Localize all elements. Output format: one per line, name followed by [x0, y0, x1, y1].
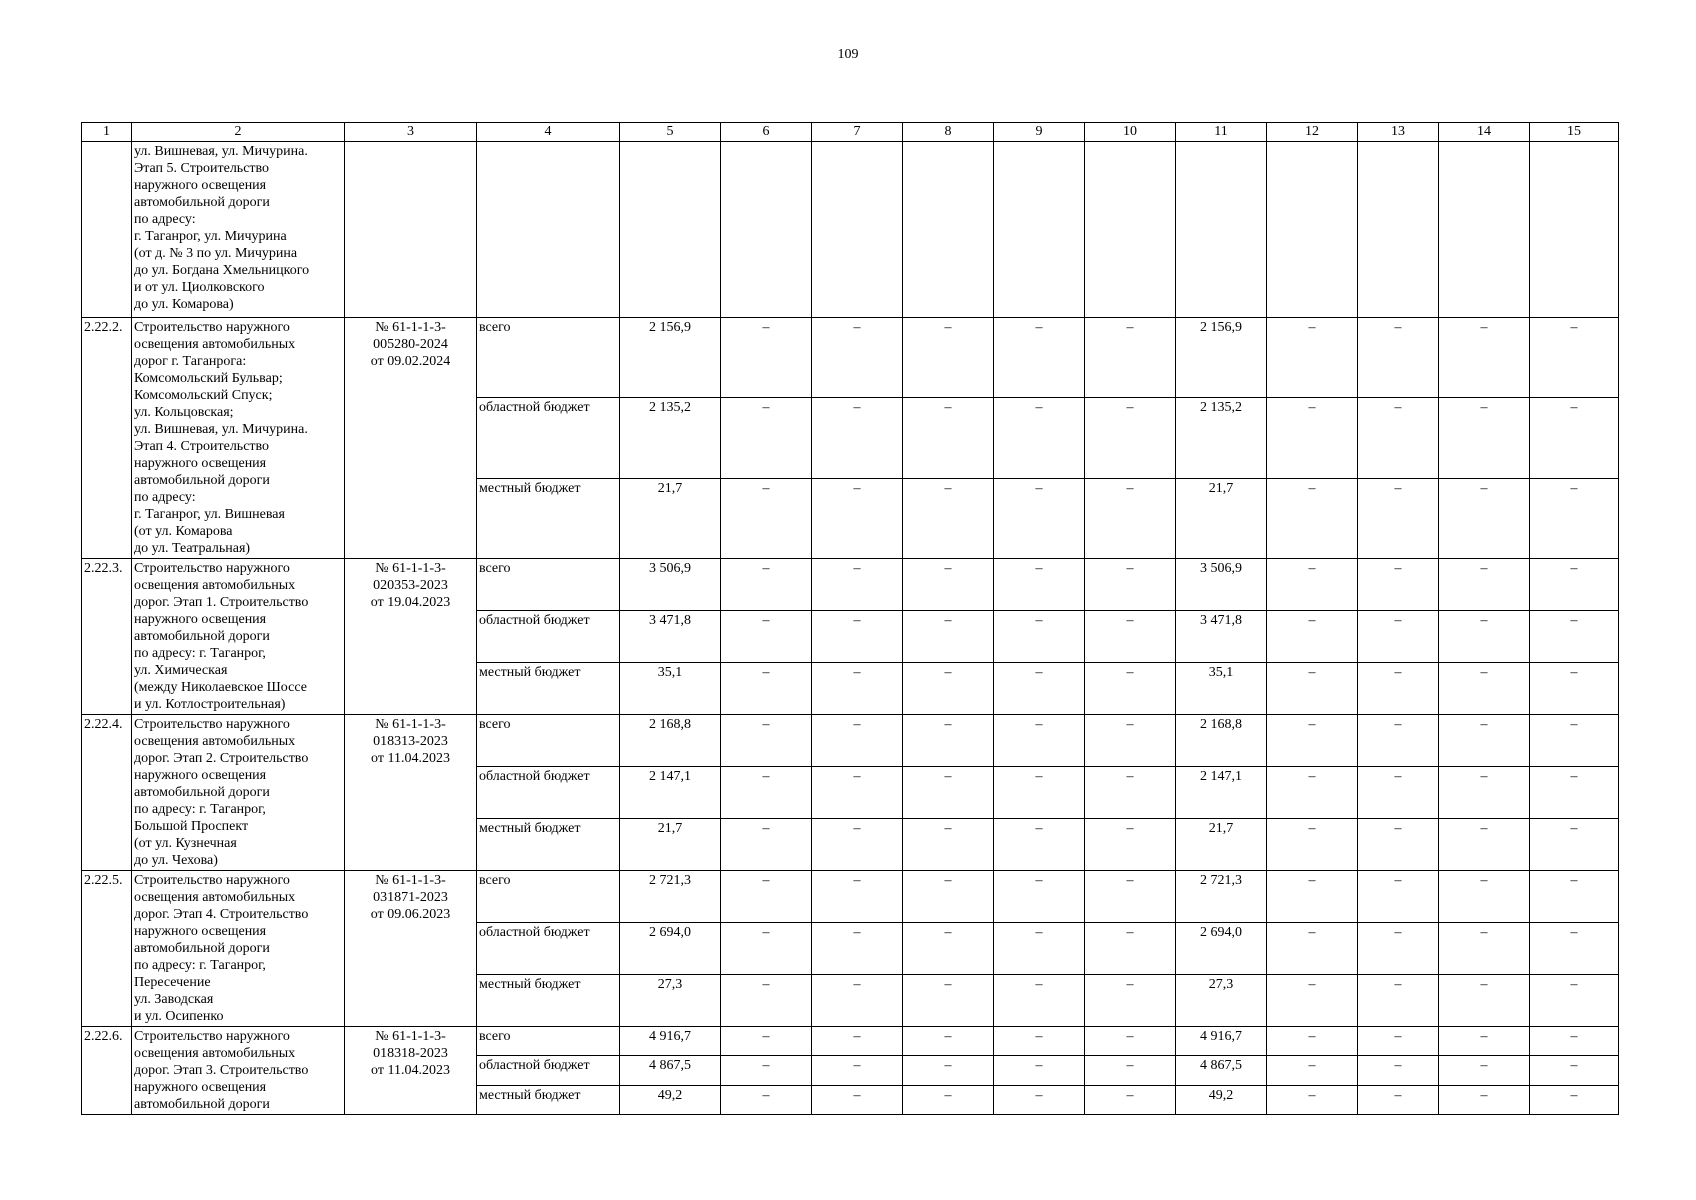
dash-cell: – [812, 715, 903, 767]
dash-cell: – [1267, 871, 1358, 923]
amount-col5: 4 867,5 [620, 1056, 721, 1085]
dash-cell: – [812, 871, 903, 923]
dash-cell: – [1439, 923, 1530, 975]
dash-cell: – [1267, 663, 1358, 715]
dash-cell: – [903, 767, 994, 819]
dash-cell: – [812, 1027, 903, 1056]
budget-row-total [82, 1027, 1619, 1056]
dash-cell: – [1530, 1056, 1619, 1085]
dash-cell: – [1530, 975, 1619, 1027]
empty-cell [994, 142, 1085, 318]
empty-cell [620, 142, 721, 318]
empty-cell [1267, 142, 1358, 318]
item-id: 2.22.6. [82, 1027, 132, 1115]
dash-cell: – [1267, 1056, 1358, 1085]
amount-col11: 27,3 [1176, 975, 1267, 1027]
dash-cell: – [1439, 871, 1530, 923]
funding-source-label: местный бюджет [477, 478, 620, 558]
dash-cell: – [1358, 871, 1439, 923]
dash-cell: – [1439, 1027, 1530, 1056]
dash-cell: – [994, 559, 1085, 611]
id-cell [82, 142, 132, 318]
dash-cell: – [903, 559, 994, 611]
item-certificate: № 61-1-1-3- 018313-2023 от 11.04.2023 [345, 715, 477, 871]
funding-source-label: всего [477, 318, 620, 398]
header-cell: 11 [1176, 123, 1267, 142]
dash-cell: – [721, 819, 812, 871]
dash-cell: – [1267, 819, 1358, 871]
empty-cell [812, 142, 903, 318]
amount-col11: 3 506,9 [1176, 559, 1267, 611]
funding-source-label: областной бюджет [477, 923, 620, 975]
dash-cell: – [1267, 1027, 1358, 1056]
amount-col5: 27,3 [620, 975, 721, 1027]
dash-cell: – [1267, 559, 1358, 611]
dash-cell: – [1530, 767, 1619, 819]
amount-col5: 2 135,2 [620, 398, 721, 478]
dash-cell: – [812, 663, 903, 715]
budget-row-total [82, 318, 1619, 398]
dash-cell: – [1085, 559, 1176, 611]
dash-cell: – [1358, 398, 1439, 478]
amount-col11: 4 867,5 [1176, 1056, 1267, 1085]
amount-col11: 4 916,7 [1176, 1027, 1267, 1056]
dash-cell: – [903, 1056, 994, 1085]
dash-cell: – [812, 611, 903, 663]
header-cell: 6 [721, 123, 812, 142]
item-id: 2.22.4. [82, 715, 132, 871]
amount-col5: 4 916,7 [620, 1027, 721, 1056]
dash-cell: – [903, 819, 994, 871]
header-cell: 7 [812, 123, 903, 142]
empty-cell [477, 142, 620, 318]
dash-cell: – [1530, 398, 1619, 478]
page-number: 109 [837, 47, 859, 62]
amount-col5: 35,1 [620, 663, 721, 715]
dash-cell: – [1530, 478, 1619, 558]
dash-cell: – [994, 923, 1085, 975]
item-certificate: № 61-1-1-3- 005280-2024 от 09.02.2024 [345, 318, 477, 559]
header-cell: 15 [1530, 123, 1619, 142]
dash-cell: – [1358, 767, 1439, 819]
amount-col5: 3 471,8 [620, 611, 721, 663]
dash-cell: – [1439, 767, 1530, 819]
dash-cell: – [903, 398, 994, 478]
header-cell: 13 [1358, 123, 1439, 142]
dash-cell: – [1085, 767, 1176, 819]
dash-cell: – [812, 819, 903, 871]
amount-col5: 2 156,9 [620, 318, 721, 398]
dash-cell: – [1530, 559, 1619, 611]
header-cell: 9 [994, 123, 1085, 142]
item-description: Строительство наружного освещения автомобильных дорог. Этап 1. Строительство наружного освещения автомобильной дороги по адресу: г. Таганрог, ул. Химическая (между Николаевское Шоссе и ул. Котлостроительная) [132, 559, 345, 715]
dash-cell: – [1530, 611, 1619, 663]
funding-source-label: всего [477, 559, 620, 611]
header-cell: 10 [1085, 123, 1176, 142]
dash-cell: – [1085, 1085, 1176, 1114]
dash-cell: – [721, 871, 812, 923]
dash-cell: – [1358, 819, 1439, 871]
dash-cell: – [1085, 318, 1176, 398]
funding-source-label: всего [477, 715, 620, 767]
dash-cell: – [1439, 398, 1530, 478]
funding-source-label: областной бюджет [477, 767, 620, 819]
dash-cell: – [1358, 1085, 1439, 1114]
amount-col5: 3 506,9 [620, 559, 721, 611]
dash-cell: – [1267, 478, 1358, 558]
dash-cell: – [812, 559, 903, 611]
budget-table [81, 122, 1619, 1115]
dash-cell: – [1439, 559, 1530, 611]
dash-cell: – [903, 871, 994, 923]
dash-cell: – [1267, 767, 1358, 819]
dash-cell: – [721, 663, 812, 715]
dash-cell: – [1439, 1085, 1530, 1114]
dash-cell: – [1358, 975, 1439, 1027]
amount-col11: 35,1 [1176, 663, 1267, 715]
amount-col11: 2 721,3 [1176, 871, 1267, 923]
dash-cell: – [1358, 1027, 1439, 1056]
header-cell: 2 [132, 123, 345, 142]
amount-col5: 2 147,1 [620, 767, 721, 819]
amount-col5: 2 721,3 [620, 871, 721, 923]
funding-source-label: областной бюджет [477, 398, 620, 478]
empty-cell [1358, 142, 1439, 318]
amount-col5: 21,7 [620, 819, 721, 871]
funding-source-label: местный бюджет [477, 663, 620, 715]
dash-cell: – [1358, 318, 1439, 398]
dash-cell: – [1085, 398, 1176, 478]
dash-cell: – [1267, 923, 1358, 975]
dash-cell: – [903, 1085, 994, 1114]
dash-cell: – [903, 975, 994, 1027]
dash-cell: – [721, 1027, 812, 1056]
dash-cell: – [1267, 398, 1358, 478]
dash-cell: – [721, 923, 812, 975]
dash-cell: – [721, 1056, 812, 1085]
dash-cell: – [1439, 318, 1530, 398]
amount-col11: 3 471,8 [1176, 611, 1267, 663]
dash-cell: – [1530, 715, 1619, 767]
dash-cell: – [1358, 715, 1439, 767]
amount-col5: 49,2 [620, 1085, 721, 1114]
dash-cell: – [1439, 663, 1530, 715]
header-cell: 4 [477, 123, 620, 142]
dash-cell: – [721, 715, 812, 767]
dash-cell: – [903, 923, 994, 975]
amount-col11: 2 135,2 [1176, 398, 1267, 478]
dash-cell: – [1267, 318, 1358, 398]
amount-col11: 2 156,9 [1176, 318, 1267, 398]
dash-cell: – [721, 975, 812, 1027]
dash-cell: – [1267, 611, 1358, 663]
empty-cell [1439, 142, 1530, 318]
dash-cell: – [812, 1056, 903, 1085]
amount-col11: 21,7 [1176, 478, 1267, 558]
dash-cell: – [721, 611, 812, 663]
dash-cell: – [994, 611, 1085, 663]
empty-cell [1176, 142, 1267, 318]
dash-cell: – [994, 975, 1085, 1027]
dash-cell: – [994, 478, 1085, 558]
dash-cell: – [903, 611, 994, 663]
dash-cell: – [994, 663, 1085, 715]
dash-cell: – [721, 559, 812, 611]
dash-cell: – [812, 767, 903, 819]
dash-cell: – [1358, 1056, 1439, 1085]
dash-cell: – [1439, 478, 1530, 558]
funding-source-label: местный бюджет [477, 1085, 620, 1114]
funding-source-label: областной бюджет [477, 1056, 620, 1085]
dash-cell: – [903, 478, 994, 558]
amount-col11: 2 147,1 [1176, 767, 1267, 819]
dash-cell: – [1085, 871, 1176, 923]
dash-cell: – [994, 767, 1085, 819]
dash-cell: – [1085, 923, 1176, 975]
empty-cell [345, 142, 477, 318]
funding-source-label: местный бюджет [477, 975, 620, 1027]
amount-col11: 49,2 [1176, 1085, 1267, 1114]
dash-cell: – [812, 478, 903, 558]
dash-cell: – [1530, 663, 1619, 715]
dash-cell: – [1358, 663, 1439, 715]
dash-cell: – [1085, 1056, 1176, 1085]
description-cell: ул. Вишневая, ул. Мичурина. Этап 5. Строительство наружного освещения автомобильной дороги по адресу: г. Таганрог, ул. Мичурина (от д. № 3 по ул. Мичурина до ул. Богдана Хмельницкого и от ул. Циолковского до ул. Комарова) [132, 142, 345, 318]
dash-cell: – [812, 1085, 903, 1114]
budget-row-total [82, 559, 1619, 611]
amount-col5: 21,7 [620, 478, 721, 558]
dash-cell: – [1530, 1085, 1619, 1114]
dash-cell: – [1439, 1056, 1530, 1085]
dash-cell: – [1085, 478, 1176, 558]
dash-cell: – [1358, 478, 1439, 558]
dash-cell: – [1530, 1027, 1619, 1056]
header-cell: 5 [620, 123, 721, 142]
header-cell: 8 [903, 123, 994, 142]
dash-cell: – [812, 923, 903, 975]
dash-cell: – [812, 318, 903, 398]
dash-cell: – [1085, 663, 1176, 715]
dash-cell: – [1439, 819, 1530, 871]
budget-row-total [82, 715, 1619, 767]
dash-cell: – [1530, 819, 1619, 871]
funding-source-label: областной бюджет [477, 611, 620, 663]
item-description: Строительство наружного освещения автомобильных дорог. Этап 3. Строительство наружного освещения автомобильной дороги [132, 1027, 345, 1115]
amount-col5: 2 694,0 [620, 923, 721, 975]
funding-source-label: всего [477, 871, 620, 923]
dash-cell: – [994, 1085, 1085, 1114]
dash-cell: – [721, 398, 812, 478]
dash-cell: – [721, 767, 812, 819]
item-certificate: № 61-1-1-3- 031871-2023 от 09.06.2023 [345, 871, 477, 1027]
dash-cell: – [994, 318, 1085, 398]
dash-cell: – [994, 398, 1085, 478]
empty-cell [721, 142, 812, 318]
dash-cell: – [994, 715, 1085, 767]
dash-cell: – [1085, 611, 1176, 663]
funding-source-label: местный бюджет [477, 819, 620, 871]
dash-cell: – [903, 318, 994, 398]
budget-row-total [82, 871, 1619, 923]
empty-cell [903, 142, 994, 318]
item-id: 2.22.3. [82, 559, 132, 715]
item-description: Строительство наружного освещения автомобильных дорог. Этап 4. Строительство наружного освещения автомобильной дороги по адресу: г. Таганрог, Пересечение ул. Заводская и ул. Осипенко [132, 871, 345, 1027]
dash-cell: – [1439, 715, 1530, 767]
dash-cell: – [1358, 611, 1439, 663]
dash-cell: – [1530, 318, 1619, 398]
amount-col11: 2 168,8 [1176, 715, 1267, 767]
item-id: 2.22.5. [82, 871, 132, 1027]
dash-cell: – [1439, 975, 1530, 1027]
dash-cell: – [1267, 1085, 1358, 1114]
dash-cell: – [1358, 559, 1439, 611]
item-id: 2.22.2. [82, 318, 132, 559]
dash-cell: – [1530, 871, 1619, 923]
amount-col5: 2 168,8 [620, 715, 721, 767]
item-description: Строительство наружного освещения автомобильных дорог г. Таганрога: Комсомольский Бульвар; Комсомольский Спуск; ул. Кольцовская; ул. Вишневая, ул. Мичурина. Этап 4. Строительство наружного освещения автомобильной дороги по адресу: г. Таганрог, ул. Вишневая (от ул. Комарова до ул. Театральная) [132, 318, 345, 559]
header-cell: 1 [82, 123, 132, 142]
header-cell: 14 [1439, 123, 1530, 142]
dash-cell: – [903, 1027, 994, 1056]
amount-col11: 2 694,0 [1176, 923, 1267, 975]
item-description: Строительство наружного освещения автомобильных дорог. Этап 2. Строительство наружного освещения автомобильной дороги по адресу: г. Таганрог, Большой Проспект (от ул. Кузнечная до ул. Чехова) [132, 715, 345, 871]
dash-cell: – [994, 819, 1085, 871]
header-cell: 12 [1267, 123, 1358, 142]
header-row [82, 123, 1619, 142]
dash-cell: – [994, 1056, 1085, 1085]
item-certificate: № 61-1-1-3- 018318-2023 от 11.04.2023 [345, 1027, 477, 1115]
dash-cell: – [1085, 715, 1176, 767]
item-certificate: № 61-1-1-3- 020353-2023 от 19.04.2023 [345, 559, 477, 715]
continuation-row [82, 142, 1619, 318]
dash-cell: – [994, 1027, 1085, 1056]
dash-cell: – [903, 663, 994, 715]
dash-cell: – [1267, 975, 1358, 1027]
dash-cell: – [721, 478, 812, 558]
dash-cell: – [721, 1085, 812, 1114]
empty-cell [1085, 142, 1176, 318]
dash-cell: – [1085, 975, 1176, 1027]
dash-cell: – [812, 975, 903, 1027]
dash-cell: – [1530, 923, 1619, 975]
dash-cell: – [1358, 923, 1439, 975]
dash-cell: – [903, 715, 994, 767]
dash-cell: – [1439, 611, 1530, 663]
funding-source-label: всего [477, 1027, 620, 1056]
empty-cell [1530, 142, 1619, 318]
dash-cell: – [812, 398, 903, 478]
header-cell: 3 [345, 123, 477, 142]
dash-cell: – [1085, 819, 1176, 871]
dash-cell: – [721, 318, 812, 398]
amount-col11: 21,7 [1176, 819, 1267, 871]
dash-cell: – [1267, 715, 1358, 767]
dash-cell: – [994, 871, 1085, 923]
dash-cell: – [1085, 1027, 1176, 1056]
